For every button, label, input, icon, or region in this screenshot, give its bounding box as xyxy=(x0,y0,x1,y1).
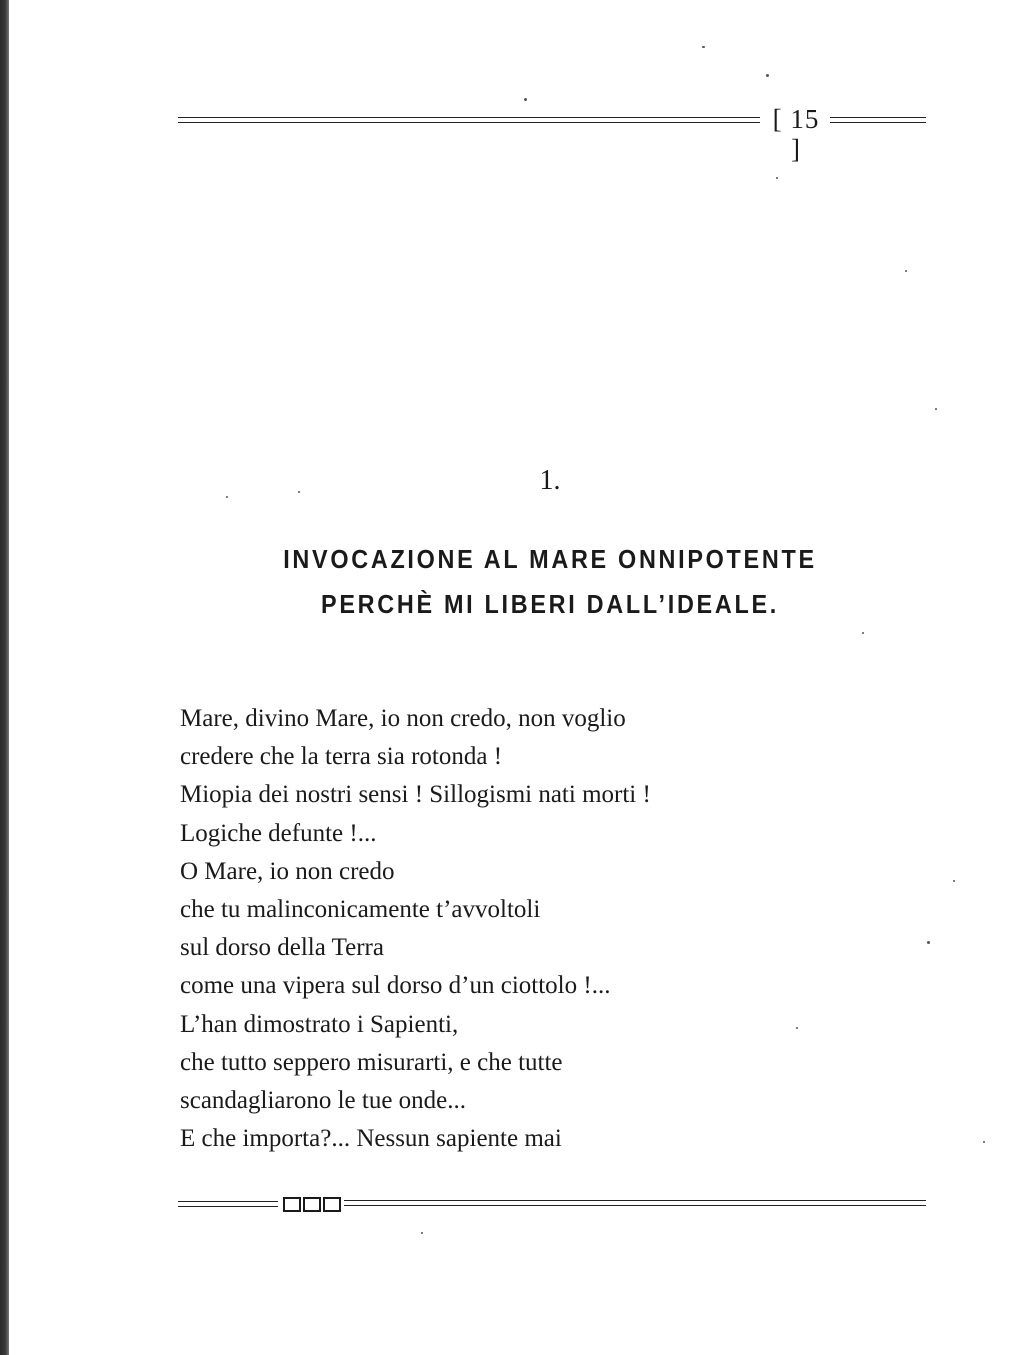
speckle xyxy=(927,941,930,944)
verse: come una vipera sul dorso d’un ciottolo !... xyxy=(180,972,611,1000)
verse: che tutto seppero misurarti, e che tutte xyxy=(180,1048,563,1076)
footer-rule-right-line xyxy=(344,1200,926,1206)
verse: sul dorso della Terra xyxy=(180,934,384,962)
verse: E che importa?... Nessun sapiente mai xyxy=(180,1125,562,1153)
speckle xyxy=(226,496,228,498)
verse: L’han dimostrato i Sapienti, xyxy=(180,1010,459,1038)
page-number: [ 15 ] xyxy=(772,104,820,164)
verse: Mare, divino Mare, io non credo, non voglio xyxy=(180,705,626,732)
ornament-boxes-icon xyxy=(283,1197,341,1213)
footer-rule-left-line xyxy=(178,1201,278,1207)
ornament-box xyxy=(323,1197,341,1212)
poem-body xyxy=(180,700,900,1158)
speckle xyxy=(421,1232,423,1234)
verse: O Mare, io non credo xyxy=(180,857,395,885)
speckle xyxy=(766,74,769,77)
speckle xyxy=(702,46,705,48)
speckle xyxy=(862,632,864,634)
speckle xyxy=(983,1141,985,1143)
title-line-2: PERCHÈ MI LIBERI DALL’IDEALE. xyxy=(321,589,779,619)
title-line-1: INVOCAZIONE AL MARE ONNIPOTENTE xyxy=(283,544,817,574)
header-rule-right-line xyxy=(830,117,926,123)
verse: Miopia dei nostri sensi ! Sillogismi nati morti ! xyxy=(180,781,651,809)
speckle xyxy=(905,270,907,272)
speckle xyxy=(935,408,937,410)
header-rule xyxy=(178,104,926,164)
speckle xyxy=(298,491,300,493)
verse: scandagliarono le tue onde... xyxy=(180,1087,467,1115)
header-rule-left-line xyxy=(178,117,760,123)
verse: Logiche defunte !... xyxy=(180,819,377,847)
ornament-box xyxy=(303,1197,321,1212)
speckle xyxy=(524,98,527,101)
section-number: 1. xyxy=(539,465,561,496)
speckle xyxy=(776,177,778,179)
verse: credere che la terra sia rotonda ! xyxy=(180,743,503,771)
footer-rule xyxy=(178,1194,926,1216)
verse: che tu malinconicamente t’avvoltoli xyxy=(180,896,541,924)
poem-title xyxy=(190,537,910,627)
ornament-box xyxy=(283,1197,301,1212)
speckle xyxy=(953,880,955,882)
page-binding-edge xyxy=(0,0,9,1355)
